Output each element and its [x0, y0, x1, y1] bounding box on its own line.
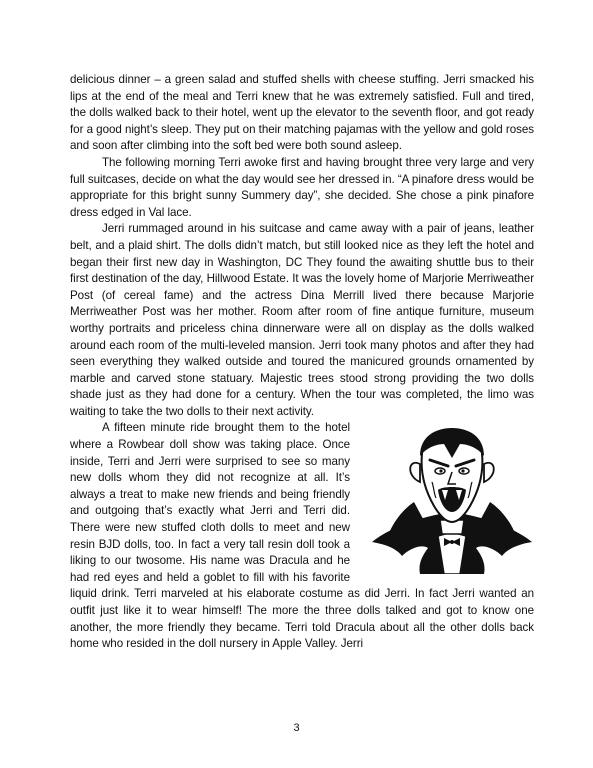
- paragraph-4: A fifteen minute ride brought them to the hotel where a Rowbear doll show was taking place. Once inside, Terri and Jerri were surprised to see so many new dolls whom they did not recognize at all. It’s always a treat to make new friends and being friendly and outgoing that’s exactly what Jerri and Terri did. There were new stuffed cloth dolls to meet and new resin BJD dolls, too. In fact a very tall resin doll took a liking to our twosome. His name was Dracula and he had red eyes and held a goblet to fill with his favorite liquid drink. Terri marveled at his elaborate costume as did Jerri. In fact Jerri wanted an outfit just like it to wear himself! The more the three dolls talked and got to know one another, the more friendly they became. Terri told Dracula about all the other dolls back home who resided in the doll nursery in Apple Valley. Jerri: [70, 421, 534, 651]
- body-text: [70, 72, 534, 653]
- dracula-illustration: [362, 424, 542, 574]
- page-number: 3: [293, 722, 300, 734]
- paragraph-3: Jerri rummaged around in his suitcase and came away with a pair of jeans, leather belt, and a plaid shirt. The dolls didn’t match, but still looked nice as they left the hotel and began their first new day in Washington, DC They found the awaiting shuttle bus to their first destination of the day, Hillwood Estate. It was the lovely home of Marjorie Merriweather Post (of cereal fame) and the actress Dina Merrill lived there because Marjorie Merriweather Post was her mother. Room after room of fine antique furniture, museum worthy portraits and priceless china dinnerware were all on display as the dolls walked around each room of the multi-leveled mansion. Jerri took many photos and after they had seen everything they walked outside and toured the manicured grounds ornamented by marble and carved stone statuary. Majestic trees stood strong providing the two dolls shade just as they had done for a century. When the tour was completed, the limo was waiting to take the two dolls to their next activity.: [70, 222, 534, 418]
- paragraph-2: The following morning Terri awoke first and having brought three very large and very full suitcases, decide on what the day would see her dressed in. “A pinafore dress would be appropriate for this bright sunny Summery day”, she decided. She chose a pink pinafore dress edged in Val lace.: [70, 155, 534, 219]
- dracula-icon: [362, 424, 542, 574]
- paragraph-1: delicious dinner – a green salad and stuffed shells with cheese stuffing. Jerri smacked his lips at the end of the meal and Terri knew that he was extremely satisfied. Full and tired, the dolls walked back to their hotel, went up the elevator to the seventh floor, and got ready for a good night’s sleep. They put on their matching pajamas with the yellow and gold roses and soon after climbing into the soft bed were both sound asleep.: [70, 73, 534, 153]
